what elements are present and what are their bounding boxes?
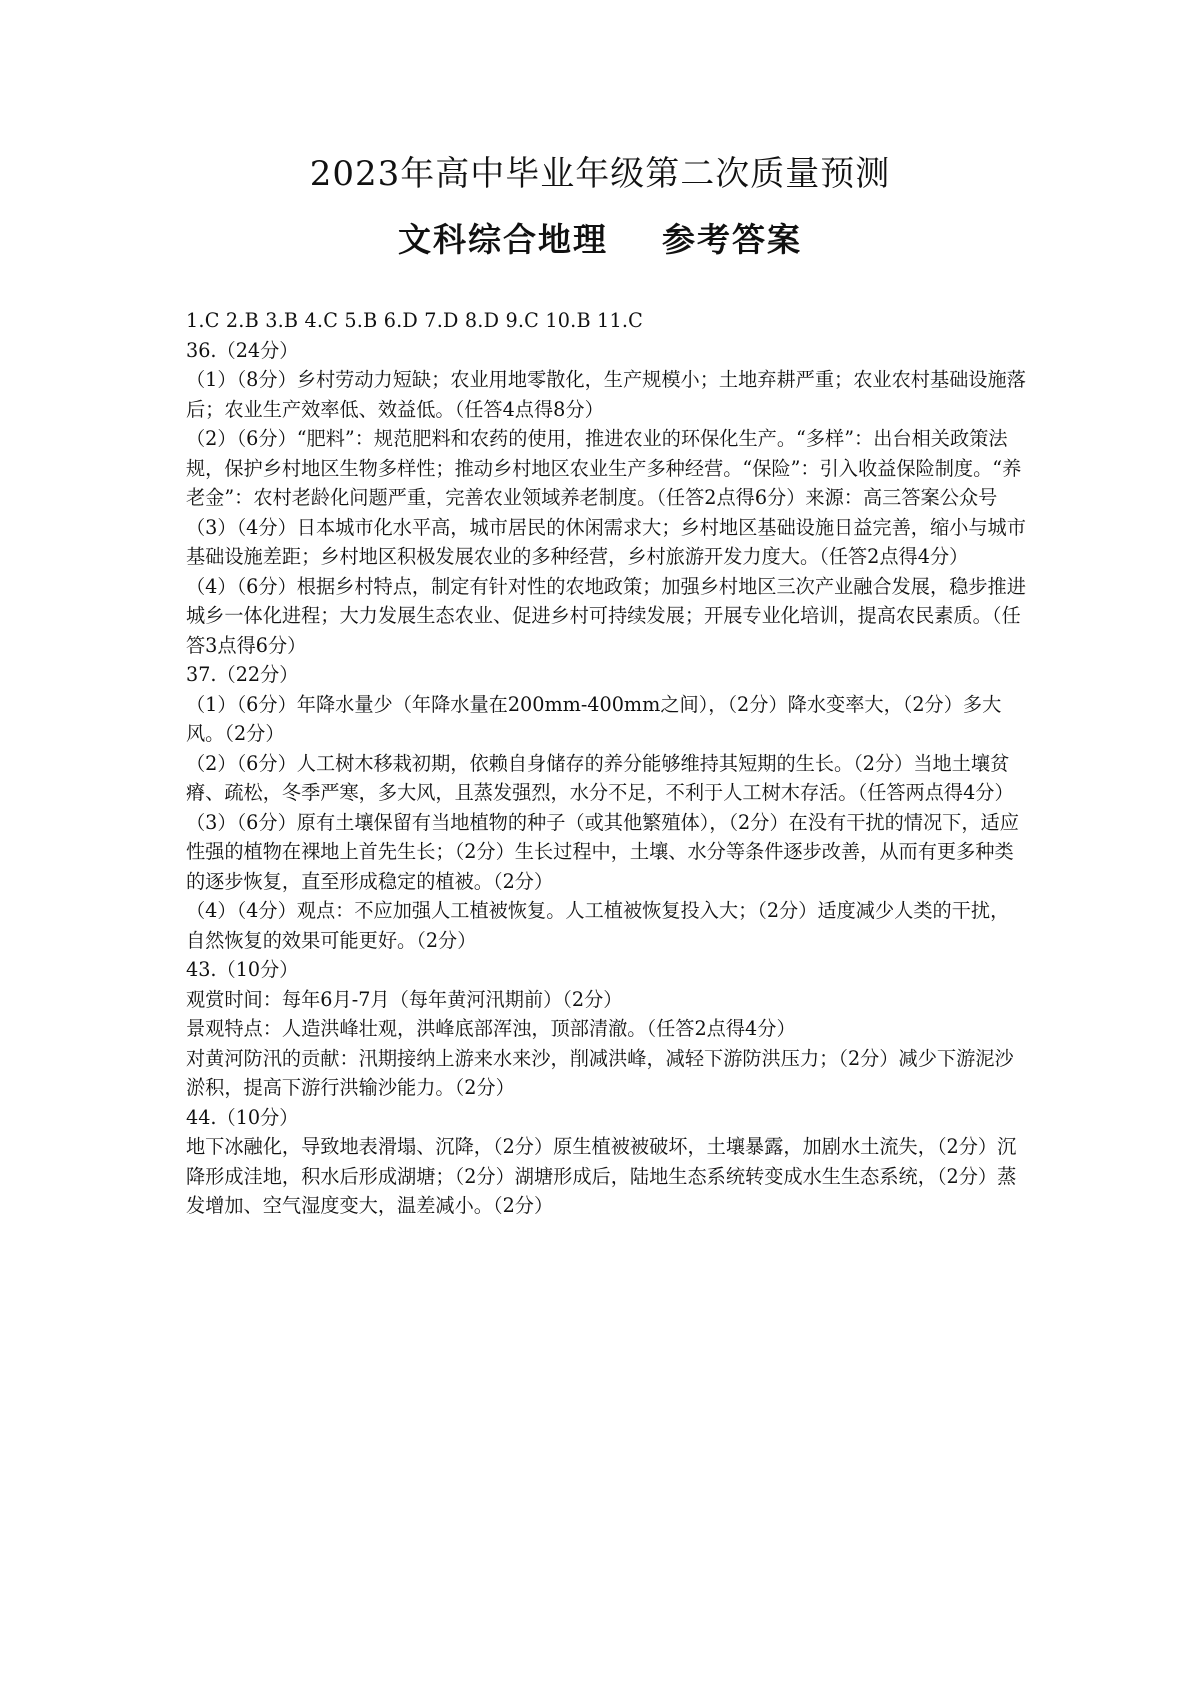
q37-part2: （2）（6分）人工树木移栽初期，依赖自身储存的养分能够维持其短期的生长。（2分）当地土壤贫瘠、疏松，冬季严寒，多大风，且蒸发强烈，水分不足，不利于人工树木存活。（任答两点得4分） bbox=[186, 751, 1014, 804]
q36-heading: 36.（24分） bbox=[186, 338, 299, 362]
q37-part1: （1）（6分）年降水量少（年降水量在200mm-400mm之间），（2分）降水变率大，（2分）多大风。（2分） bbox=[186, 692, 1002, 745]
answer-content bbox=[186, 306, 1026, 1221]
q36-part2: （2）（6分）“肥料”：规范肥料和农药的使用，推进农业的环保化生产。“多样”：出台相关政策法规，保护乡村地区生物多样性；推动乡村地区农业生产多种经营。“保险”：引入收益保险制度。“养老金”：农村老龄化问题严重，完善农业领域养老制度。（任答2点得6分）来源：高三答案公众号 bbox=[186, 427, 1022, 509]
q43-heading: 43.（10分） bbox=[186, 958, 299, 981]
q43-part1: 观赏时间：每年6月-7月（每年黄河汛期前）（2分） bbox=[186, 987, 623, 1011]
q43-part2: 景观特点：人造洪峰壮观，洪峰底部浑浊，顶部清澈。（任答2点得4分） bbox=[186, 1017, 796, 1040]
q36-part1: （1）（8分）乡村劳动力短缺；农业用地零散化，生产规模小；土地弃耕严重；农业农村基础设施落后；农业生产效率低、效益低。（任答4点得8分） bbox=[186, 368, 1026, 421]
document-title: 2023年高中毕业年级第二次质量预测 bbox=[309, 154, 891, 194]
q37-part3: （3）（6分）原有土壤保留有当地植物的种子（或其他繁殖体），（2分）在没有干扰的情况下，适应性强的植物在裸地上首先生长；（2分）生长过程中，土壤、水分等条件逐步改善，从而有更多种类的逐步恢复，直至形成稳定的植被。（2分） bbox=[186, 810, 1019, 893]
q43-part3: 对黄河防汛的贡献：汛期接纳上游来水来沙，削减洪峰，减轻下游防洪压力；（2分）减少下游泥沙淤积，提高下游行洪输沙能力。（2分） bbox=[186, 1046, 1014, 1099]
q37-part4: （4）（4分）观点：不应加强人工植被恢复。人工植被恢复投入大；（2分）适度减少人类的干扰，自然恢复的效果可能更好。（2分） bbox=[186, 899, 1010, 952]
mcq-answers: 1.C 2.B 3.B 4.C 5.B 6.D 7.D 8.D 9.C 10.B 11.C bbox=[186, 309, 644, 332]
document-subtitle: 文科综合地理 参考答案 bbox=[398, 220, 802, 259]
q44-heading: 44.（10分） bbox=[186, 1105, 299, 1129]
q44-part1: 地下冰融化，导致地表滑塌、沉降，（2分）原生植被被破坏，土壤暴露，加剧水土流失，（2分）沉降形成洼地，积水后形成湖塘；（2分）湖塘形成后，陆地生态系统转变成水生生态系统，（2分）蒸发增加、空气湿度变大，温差减小。（2分） bbox=[186, 1135, 1017, 1217]
q36-part3: （3）（4分）日本城市化水平高，城市居民的休闲需求大；乡村地区基础设施日益完善，缩小与城市基础设施差距；乡村地区积极发展农业的多种经营，乡村旅游开发力度大。（任答2点得4分） bbox=[186, 515, 1026, 568]
q37-heading: 37.（22分） bbox=[186, 663, 299, 686]
q36-part4: （4）（6分）根据乡村特点，制定有针对性的农地政策；加强乡村地区三次产业融合发展，稳步推进城乡一体化进程；大力发展生态农业、促进乡村可持续发展；开展专业化培训，提高农民素质。（任答3点得6分） bbox=[186, 574, 1026, 657]
